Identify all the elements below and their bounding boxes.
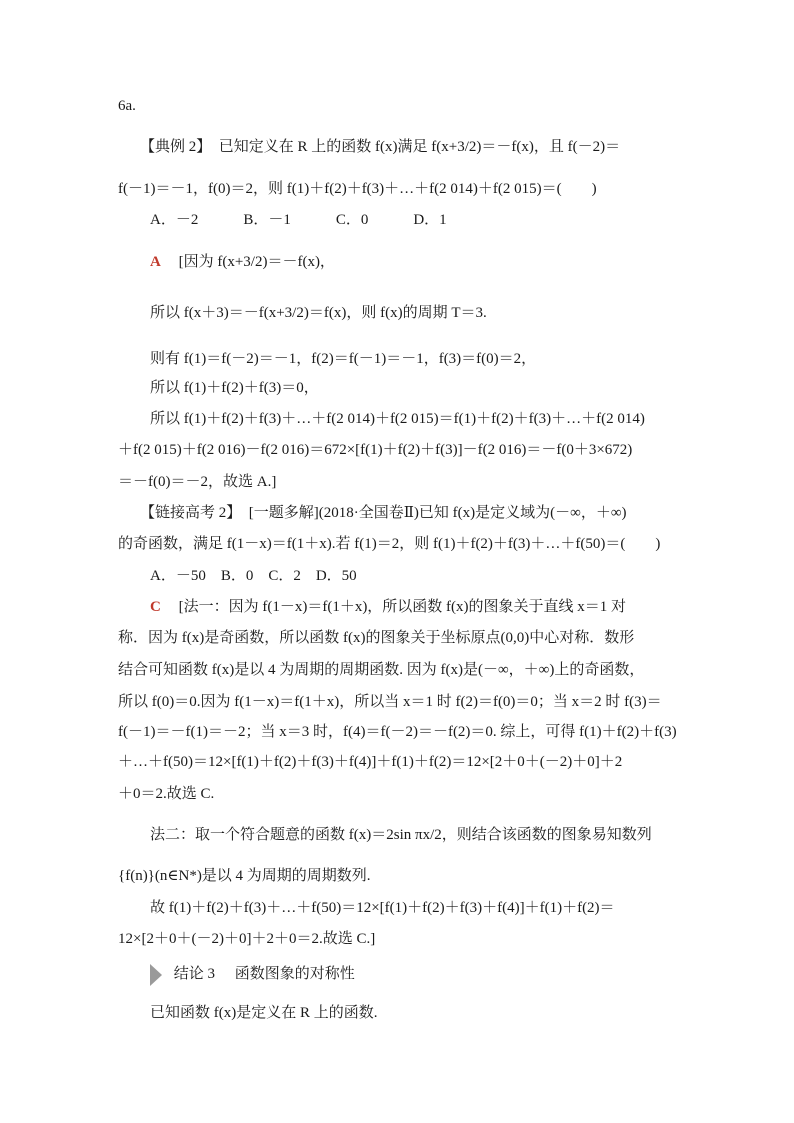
- solution-2-line-6: ＋…＋f(50)＝12×[f(1)＋f(2)＋f(3)＋f(4)]＋f(1)＋f(2)＝12×[2＋0＋(－2)＋0]＋2: [118, 754, 623, 770]
- solution-1-line-3: 则有 f(1)＝f(－2)＝－1，f(2)＝f(－1)＝－1，f(3)＝f(0)＝2，: [150, 351, 537, 367]
- solution-1-line-1: [因为 f(x+3/2)＝－f(x)，: [178, 254, 335, 270]
- link-exam-2-question: 的奇函数，满足 f(1－x)＝f(1＋x).若 f(1)＝2，则 f(1)＋f(2)＋f(3)＋…＋f(50)＝( ): [118, 536, 661, 552]
- link-exam-2-options: A．－50 B．0 C．2 D．50: [150, 568, 357, 584]
- solution-2-line-1: [法一：因为 f(1－x)＝f(1＋x)，所以函数 f(x)的图象关于直线 x＝1 对: [178, 599, 627, 615]
- method-2-line-3: 故 f(1)＋f(2)＋f(3)＋…＋f(50)＝12×[f(1)＋f(2)＋f(3)＋f(4)]＋f(1)＋f(2)＝: [150, 900, 615, 916]
- conclusion-title: 函数图象的对称性: [234, 966, 355, 982]
- solution-2-line-5: f(－1)＝－f(1)＝－2；当 x＝3 时，f(4)＝f(－2)＝－f(2)＝0. 综上，可得 f(1)＋f(2)＋f(3): [118, 724, 677, 740]
- answer-c: C: [150, 599, 161, 615]
- example-2-options: A．－2 B．－1 C．0 D．1: [150, 212, 447, 228]
- section-marker-icon: [150, 964, 162, 986]
- conclusion-3-heading: [150, 962, 355, 986]
- link-exam-2-header: 【链接高考 2】 [一题多解](2018·全国卷Ⅱ)已知 f(x)是定义域为(－∞，＋∞): [140, 505, 627, 521]
- solution-1-line-4: 所以 f(1)＋f(2)＋f(3)＝0，: [150, 380, 319, 396]
- solution-1-line-6: ＋f(2 015)＋f(2 016)－f(2 016)＝672×[f(1)＋f(2)＋f(3)]－f(2 016)＝－f(0＋3×672): [118, 442, 633, 458]
- method-2-line-1: 法二：取一个符合题意的函数 f(x)＝2sin πx/2，则结合该函数的图象易知数列: [150, 827, 652, 843]
- solution-2-line-2: 称．因为 f(x)是奇函数，所以函数 f(x)的图象关于坐标原点(0,0)中心对称．数形: [118, 630, 635, 646]
- solution-1-line-7: ＝－f(0)＝－2，故选 A.]: [118, 474, 277, 490]
- conclusion-number: 结论 3: [173, 966, 216, 982]
- solution-1-start: [150, 252, 335, 272]
- example-2-question: f(－1)＝－1，f(0)＝2，则 f(1)＋f(2)＋f(3)＋…＋f(2 014)＋f(2 015)＝( ): [118, 181, 597, 197]
- solution-2-start: [150, 597, 626, 617]
- method-2-line-2: {f(n)}(n∈N*)是以 4 为周期的周期数列.: [118, 868, 371, 884]
- method-2-line-4: 12×[2＋0＋(－2)＋0]＋2＋0＝2.故选 C.]: [118, 931, 376, 947]
- answer-a: A: [150, 254, 161, 270]
- solution-1-line-2: 所以 f(x＋3)＝－f(x+3/2)＝f(x)，则 f(x)的周期 T＝3.: [150, 305, 487, 321]
- solution-1-line-5: 所以 f(1)＋f(2)＋f(3)＋…＋f(2 014)＋f(2 015)＝f(1)＋f(2)＋f(3)＋…＋f(2 014): [150, 411, 645, 427]
- text-line-1: 6a.: [118, 98, 136, 114]
- example-2-header: 【典例 2】 已知定义在 R 上的函数 f(x)满足 f(x+3/2)＝－f(x)，且 f(－2)＝: [140, 139, 621, 155]
- solution-2-line-7: ＋0＝2.故选 C.: [118, 786, 215, 802]
- solution-2-line-3: 结合可知函数 f(x)是以 4 为周期的周期函数. 因为 f(x)是(－∞，＋∞)上的奇函数，: [118, 662, 645, 678]
- solution-2-line-4: 所以 f(0)＝0.因为 f(1－x)＝f(1＋x)，所以当 x＝1 时 f(2)＝f(0)＝0；当 x＝2 时 f(3)＝: [118, 694, 662, 710]
- conclusion-3-text: 已知函数 f(x)是定义在 R 上的函数.: [150, 1005, 378, 1021]
